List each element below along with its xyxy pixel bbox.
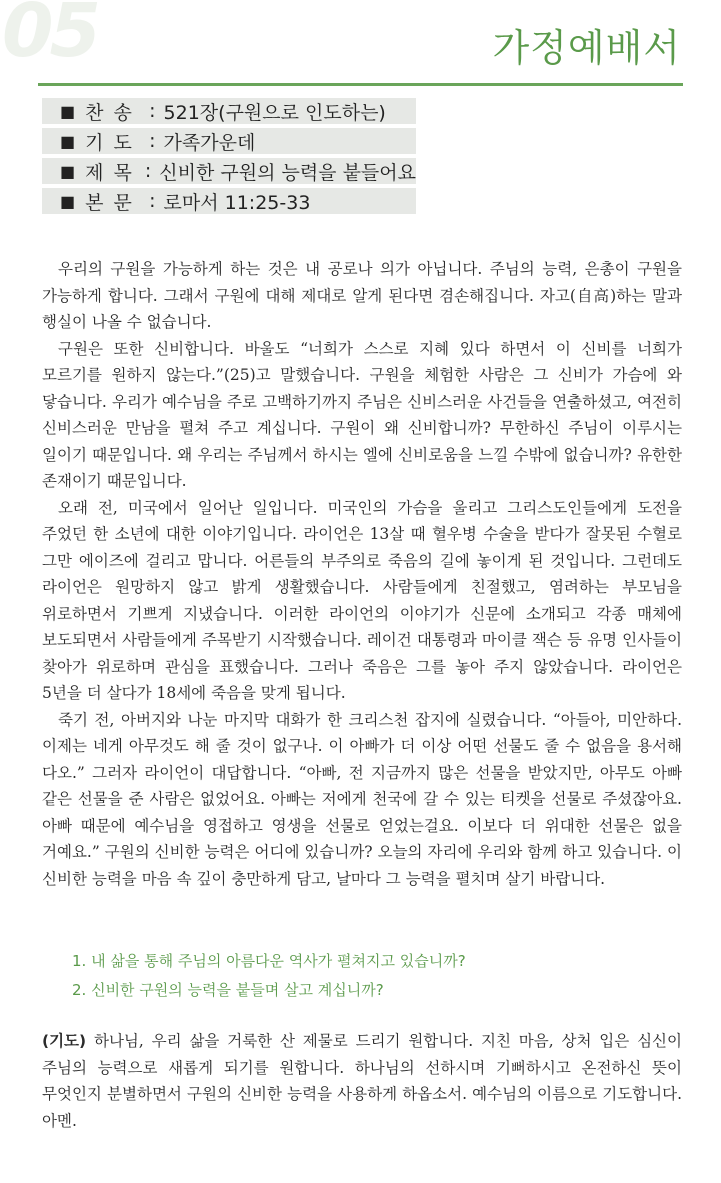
prayer-text: 하나님, 우리 삶을 거룩한 산 제물로 드리기 원합니다. 지친 마음, 상처 입은 심신이 주님의 능력으로 새롭게 되기를 원합니다. 하나님의 선하시며 기뻐하시고 온전하신 뜻이 무엇인지 분별하면서 구원의 신비한 능력을 사용하게 하옵소서. 예수님의 이름으로 기도합니다. 아멘. <box>42 1032 682 1130</box>
sermon-paragraph: 오래 전, 미국에서 일어난 일입니다. 미국인의 가슴을 울리고 그리스도인들에게 도전을 주었던 한 소년에 대한 이야기입니다. 라이언은 13살 때 혈우병 수술을 받다가 잘못된 수혈로 그만 에이즈에 걸리고 맙니다. 어른들의 부주의로 죽음의 길에 놓이게 된 것입니다. 그런데도 라이언은 원망하지 않고 밝게 생활했습니다. 사람들에게 친절했고, 염려하는 부모님을 위로하면서 기쁘게 지냈습니다. 이러한 라이언의 이야기가 신문에 소개되고 각종 매체에 보도되면서 사람들에게 주목받기 시작했습니다. 레이건 대통령과 마이클 잭슨 등 유명 인사들이 찾아가 위로하며 관심을 표했습니다. 그러나 죽음은 그를 놓아 주지 않았습니다. 라이언은 5년을 더 살다가 18세에 죽음을 맞게 됩니다. <box>42 498 682 702</box>
question-item: 2. 신비한 구원의 능력을 붙들며 살고 계십니까? <box>72 981 384 999</box>
sermon-paragraph: 죽기 전, 아버지와 나눈 마지막 대화가 한 크리스천 잡지에 실렸습니다. “아들아, 미안하다. 이제는 네게 아무것도 해 줄 것이 없구나. 이 아빠가 더 이상 어떤 선물도 줄 수 없음을 용서해 다오.” 그러자 라이언이 대답합니다. “아빠, 전 지금까지 많은 선물을 받았지만, 아무도 아빠 같은 선물을 준 사람은 없었어요. 아빠는 저에게 천국에 갈 수 있는 티켓을 선물로 주셨잖아요. 아빠 때문에 예수님을 영접하고 영생을 선물로 얻었는걸요. 이보다 더 위대한 선물은 없을 거예요.” 구원의 신비한 능력은 어디에 있습니까? 오늘의 자리에 우리와 함께 하고 있습니다. 이 신비한 능력을 마음 속 깊이 충만하게 담고, 날마다 그 능력을 펼치며 살기 바랍니다. <box>42 710 682 888</box>
info-value-prayer: 가족가운데 <box>163 131 256 154</box>
page-number: 05 <box>2 0 97 74</box>
info-colon: : <box>144 160 152 182</box>
info-colon: : <box>149 100 156 122</box>
closing-prayer <box>42 1028 682 1134</box>
info-row-title <box>42 158 416 184</box>
info-label-hymn: 찬송 <box>85 101 142 124</box>
square-bullet-icon: ■ <box>60 131 76 151</box>
reflection-questions <box>72 947 692 1005</box>
info-value-title: 신비한 구원의 능력을 붙들어요 <box>159 161 416 184</box>
question-item: 1. 내 삶을 통해 주님의 아름다운 역사가 펼쳐지고 있습니까? <box>72 952 466 970</box>
square-bullet-icon: ■ <box>60 101 76 121</box>
info-label-prayer: 기도 <box>85 131 142 154</box>
sermon-paragraph: 우리의 구원을 가능하게 하는 것은 내 공로나 의가 아닙니다. 주님의 능력, 은총이 구원을 가능하게 합니다. 그래서 구원에 대해 제대로 알게 된다면 겸손해집니다. 자고(自高)하는 말과 행실이 나올 수 없습니다. <box>42 260 682 331</box>
prayer-label: (기도) <box>42 1032 87 1050</box>
title-divider <box>38 83 683 86</box>
info-value-hymn: 521장(구원으로 인도하는) <box>163 101 386 124</box>
section-title: 가정예배서 <box>492 26 681 70</box>
info-colon: : <box>149 130 156 152</box>
info-row-prayer <box>42 128 416 154</box>
info-label-title: 제목 <box>85 161 142 184</box>
info-row-scripture <box>42 188 416 214</box>
sermon-paragraph: 구원은 또한 신비합니다. 바울도 “너희가 스스로 지혜 있다 하면서 이 신비를 너희가 모르기를 원하지 않는다.”(25)고 말했습니다. 구원을 체험한 사람은 그 신비가 가슴에 와 닿습니다. 우리가 예수님을 주로 고백하기까지 주님은 신비스러운 사건들을 연출하셨고, 여전히 신비스러운 만남을 펼쳐 주고 계십니다. 구원이 왜 신비합니까? 무한하신 주님이 이루시는 일이기 때문입니다. 왜 우리는 주님께서 하시는 엘에 신비로움을 느낄 수밖에 없습니까? 유한한 존재이기 때문입니다. <box>42 339 682 490</box>
worship-info-box <box>42 98 416 218</box>
square-bullet-icon: ■ <box>60 161 76 181</box>
square-bullet-icon: ■ <box>60 191 76 211</box>
info-row-hymn <box>42 98 416 124</box>
info-value-scripture: 로마서 11:25-33 <box>163 191 311 214</box>
info-label-scripture: 본문 <box>85 191 142 214</box>
sermon-body <box>42 256 682 892</box>
info-colon: : <box>149 190 156 212</box>
